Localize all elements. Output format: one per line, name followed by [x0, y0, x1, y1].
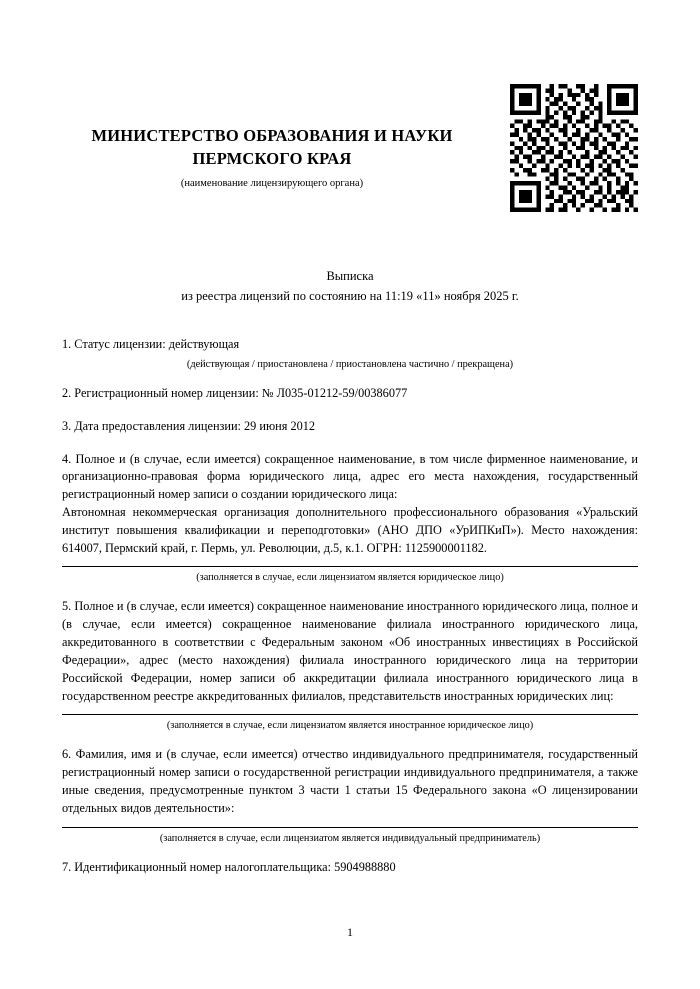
- list-item: [62, 746, 638, 843]
- item-5-label: 5. Полное и (в случае, если имеется) сокращенное наименование иностранного юридического лица, полное и (в случае, если имеется) сокращенное наименование филиала иностранного юридического лица, аккредитованного в соответствии с Федеральным законом «Об иностранных инвестициях в Российской Федерации», адрес (место нахождения) филиала иностранного юридического лица на территории Российской Федерации, номер записи об аккредитации филиала иностранного юридического лица в государственном реестре аккредитованных филиалов, представительств иностранных юридических лиц:: [62, 599, 638, 703]
- item-4-caption: (заполняется в случае, если лицензиатом является юридическое лицо): [196, 572, 504, 584]
- page-title: МИНИСТЕРСТВО ОБРАЗОВАНИЯ И НАУКИ ПЕРМСКОГО КРАЯ: [91, 126, 453, 168]
- organization-caption: (наименование лицензирующего органа): [180, 177, 364, 189]
- item-1-label: 1. Статус лицензии: действующая: [62, 337, 240, 352]
- item-4-label: 4. Полное и (в случае, если имеется) сокращенное наименование, в том числе фирменное наименование, и организационно-правовая форма юридического лица, адрес его места нахождения, государственный регистрационный номер записи о создании юридического лица:: [62, 451, 638, 502]
- item-6-label: 6. Фамилия, имя и (в случае, если имеется) отчество индивидуального предпринимателя, государственный регистрационный номер записи о государственной регистрации индивидуального предпринимателя, а также иные сведения, предусмотренные пунктом 3 части 1 статьи 15 Федерального закона «О лицензировании отдельных видов деятельности»:: [62, 747, 638, 815]
- item-6-caption: (заполняется в случае, если лицензиатом является индивидуальный предприниматель): [159, 832, 541, 844]
- list-item: [62, 385, 638, 403]
- document-type: [62, 267, 638, 307]
- item-4-value: Автономная некоммерческая организация дополнительного профессионального образования «Уральский институт повышения квалификации и переподготовки» (АНО ДПО «УрИПКиП»). Место нахождения: 614007, Пермский край, г. Пермь, ул. Революции, д.5, к.1. ОГРН: 1125900001182.: [62, 505, 638, 555]
- list-item: [62, 451, 638, 584]
- divider: [62, 827, 638, 828]
- item-2-label: 2. Регистрационный номер лицензии: № Л035-01212-59/00386077: [62, 385, 408, 400]
- divider: [62, 714, 638, 715]
- divider: [62, 566, 638, 567]
- item-5-caption: (заполняется в случае, если лицензиатом является иностранное юридическое лицо): [166, 720, 534, 732]
- qr-code-icon: [510, 84, 638, 212]
- list-item: [62, 598, 638, 731]
- document-items: [62, 336, 638, 877]
- item-1-caption: (действующая / приостановлена / приостановлена частично / прекращена): [186, 358, 514, 370]
- list-item: [62, 418, 638, 436]
- page-number: 1: [347, 925, 353, 939]
- item-7-label: 7. Идентификационный номер налогоплательщика: 5904988880: [62, 859, 396, 874]
- document-subtitle: из реестра лицензий по состоянию на 11:19 «11» ноября 2025 г.: [181, 289, 519, 304]
- list-item: [62, 859, 638, 877]
- list-item: [62, 336, 638, 370]
- item-3-label: 3. Дата предоставления лицензии: 29 июня 2012: [62, 418, 316, 433]
- document-header: [62, 0, 482, 189]
- document-title: Выписка: [326, 268, 374, 283]
